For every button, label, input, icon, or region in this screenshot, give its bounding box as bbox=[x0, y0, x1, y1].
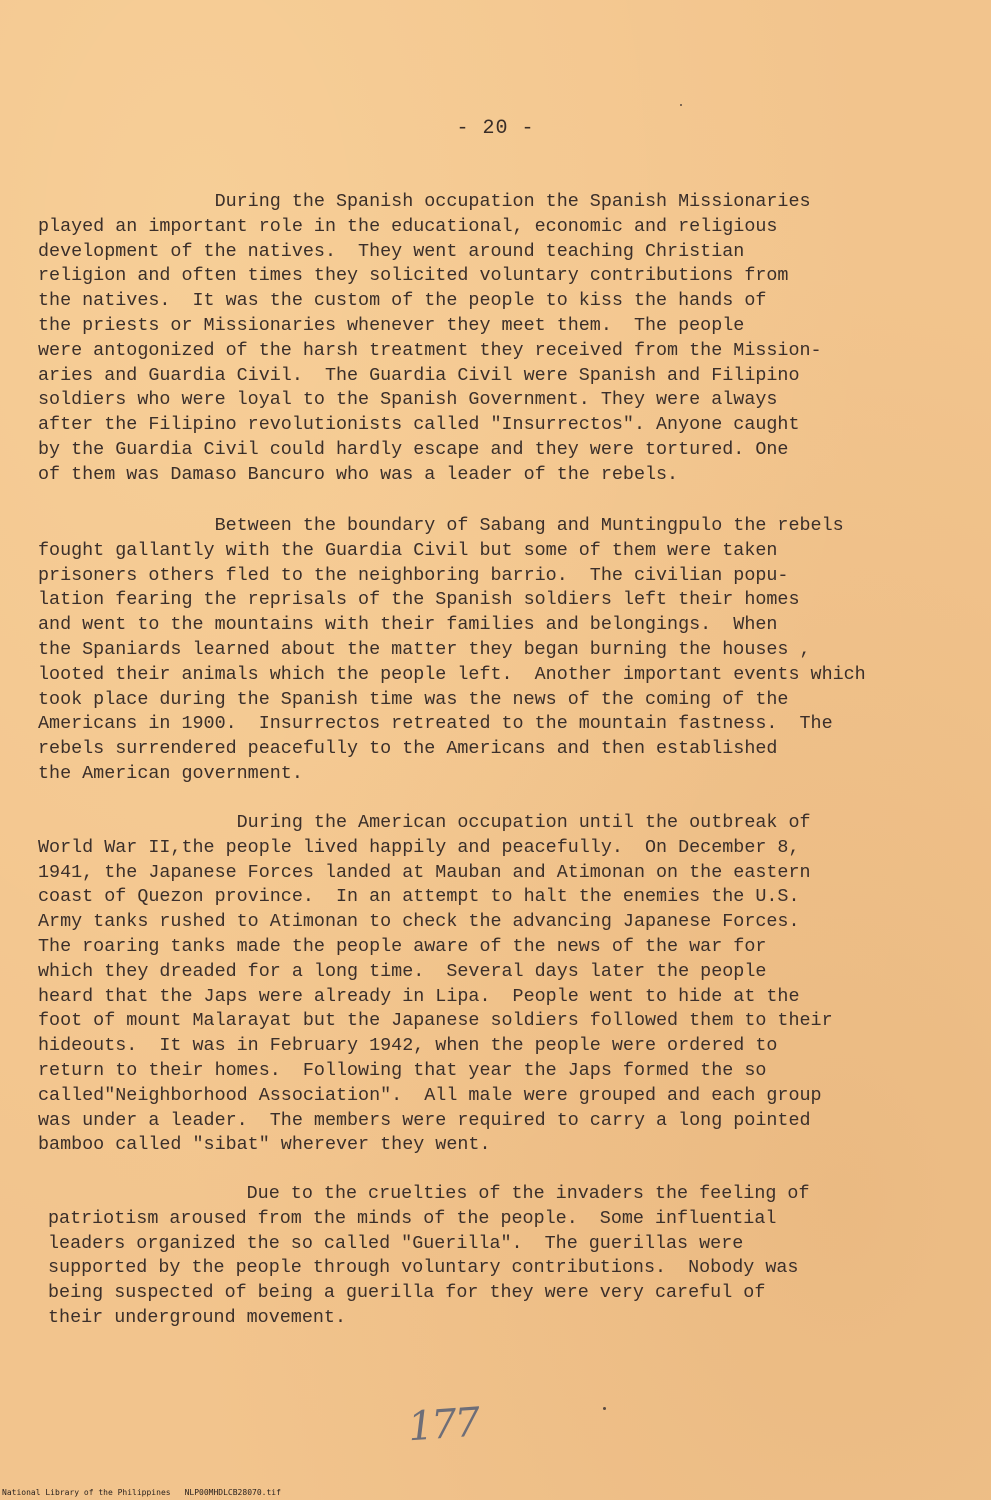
text-line: The roaring tanks made the people aware of the news of the war for bbox=[38, 935, 767, 957]
paragraph-rebels-and-americans bbox=[38, 514, 866, 787]
text-line: of them was Damaso Bancuro who was a leader of the rebels. bbox=[38, 463, 679, 485]
text-line: the natives. It was the custom of the people to kiss the hands of bbox=[38, 290, 767, 312]
text-line: were antogonized of the harsh treatment they received from the Mission- bbox=[38, 339, 822, 361]
page-number: - 20 - bbox=[456, 117, 535, 140]
text-line: was under a leader. The members were required to carry a long pointed bbox=[38, 1109, 811, 1131]
archive-footer bbox=[2, 1488, 295, 1498]
text-line: World War II,the people lived happily and peacefully. On December 8, bbox=[38, 836, 800, 858]
text-line: bamboo called "sibat" wherever they went. bbox=[38, 1134, 491, 1156]
text-line: development of the natives. They went around teaching Christian bbox=[38, 240, 745, 262]
text-line: being suspected of being a guerilla for they were very careful of bbox=[48, 1282, 766, 1304]
text-line: foot of mount Malarayat but the Japanese soldiers followed them to their bbox=[38, 1010, 833, 1032]
text-line: During the American occupation until the outbreak of bbox=[38, 812, 811, 833]
text-line: lation fearing the reprisals of the Spanish soldiers left their homes bbox=[38, 589, 800, 611]
text-line: prisoners others fled to the neighboring barrio. The civilian popu- bbox=[38, 564, 789, 586]
footer-file-id: NLP00MHDLCB28070.tif bbox=[184, 1488, 281, 1497]
text-line: heard that the Japs were already in Lipa. People went to hide at the bbox=[38, 985, 800, 1007]
text-line: Americans in 1900. Insurrectos retreated to the mountain fastness. The bbox=[38, 713, 833, 735]
text-line: the American government. bbox=[38, 762, 303, 784]
text-line: rebels surrendered peacefully to the Americans and then established bbox=[38, 738, 778, 760]
ink-speck bbox=[603, 1407, 606, 1410]
text-line: leaders organized the so called "Guerilla". The guerillas were bbox=[48, 1232, 744, 1254]
text-line: fought gallantly with the Guardia Civil but some of them were taken bbox=[38, 539, 778, 561]
text-line: religion and often times they solicited voluntary contributions from bbox=[38, 265, 789, 287]
text-line: Between the boundary of Sabang and Muntingpulo the rebels bbox=[38, 515, 844, 536]
text-line: which they dreaded for a long time. Several days later the people bbox=[38, 960, 767, 982]
text-line: played an important role in the educational, economic and religious bbox=[38, 215, 778, 237]
text-line: their underground movement. bbox=[48, 1306, 346, 1328]
text-line: Army tanks rushed to Atimonan to check the advancing Japanese Forces. bbox=[38, 911, 800, 933]
handwritten-page-annotation: 177 bbox=[406, 1399, 480, 1451]
ink-speck bbox=[680, 104, 682, 106]
text-line: the priests or Missionaries whenever they meet them. The people bbox=[38, 314, 745, 336]
text-line: During the Spanish occupation the Spanish Missionaries bbox=[38, 191, 811, 212]
paragraph-spanish-missionaries bbox=[38, 190, 822, 488]
text-line: and went to the mountains with their families and belongings. When bbox=[38, 614, 778, 636]
text-line: return to their homes. Following that year the Japs formed the so bbox=[38, 1059, 767, 1081]
paragraph-guerilla-movement bbox=[48, 1182, 810, 1331]
text-line: coast of Quezon province. In an attempt to halt the enemies the U.S. bbox=[38, 886, 800, 908]
paragraph-japanese-occupation bbox=[38, 811, 833, 1158]
text-line: took place during the Spanish time was the news of the coming of the bbox=[38, 688, 789, 710]
footer-institution: National Library of the Philippines bbox=[2, 1488, 171, 1497]
text-line: by the Guardia Civil could hardly escape and they were tortured. One bbox=[38, 438, 789, 460]
text-line: looted their animals which the people left. Another important events which bbox=[38, 663, 866, 685]
text-line: hideouts. It was in February 1942, when the people were ordered to bbox=[38, 1035, 778, 1057]
text-line: the Spaniards learned about the matter they began burning the houses , bbox=[38, 638, 811, 660]
text-line: after the Filipino revolutionists called "Insurrectos". Anyone caught bbox=[38, 414, 800, 436]
text-line: soldiers who were loyal to the Spanish Government. They were always bbox=[38, 389, 778, 411]
text-line: patriotism aroused from the minds of the people. Some influential bbox=[48, 1207, 777, 1229]
text-line: called"Neighborhood Association". All male were grouped and each group bbox=[38, 1084, 822, 1106]
text-line: Due to the cruelties of the invaders the feeling of bbox=[48, 1183, 810, 1204]
text-line: 1941, the Japanese Forces landed at Mauban and Atimonan on the eastern bbox=[38, 861, 811, 883]
text-line: supported by the people through voluntary contributions. Nobody was bbox=[48, 1257, 799, 1279]
text-line: aries and Guardia Civil. The Guardia Civil were Spanish and Filipino bbox=[38, 364, 800, 386]
